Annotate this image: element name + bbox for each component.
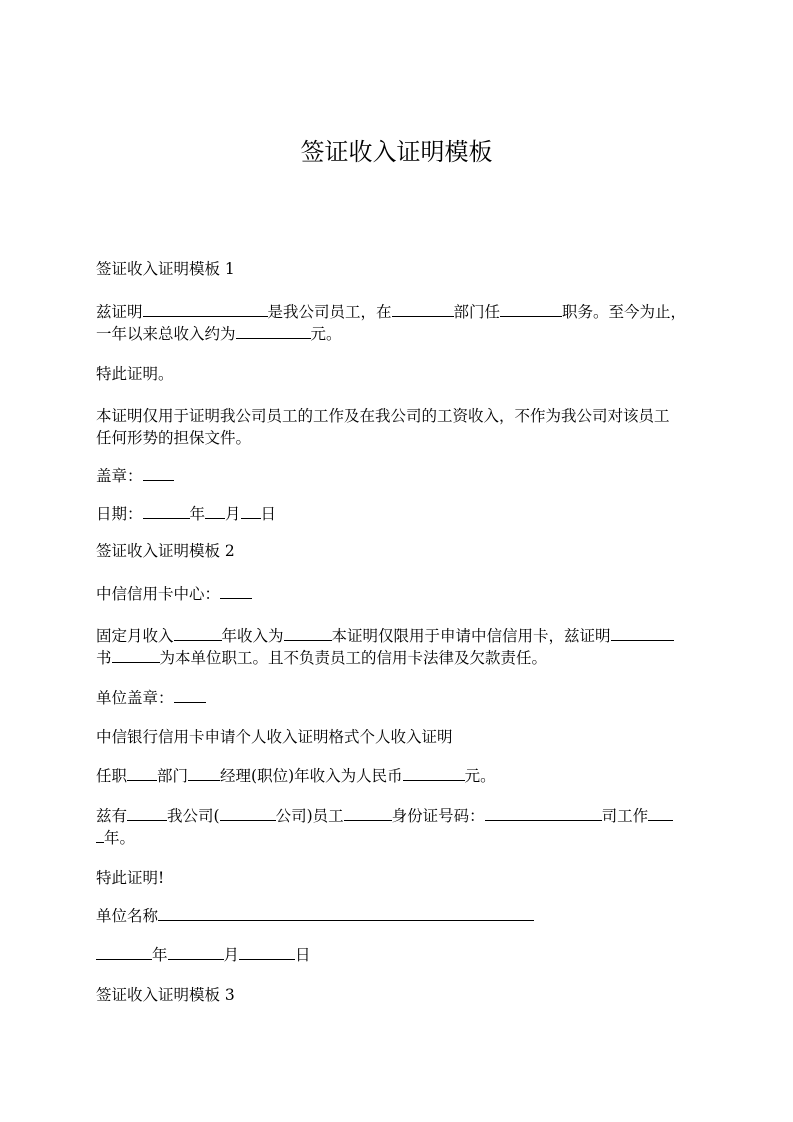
seal-line: 单位盖章： xyxy=(96,687,206,709)
paragraph-line: 年。 xyxy=(96,827,135,849)
section-heading-2: 签证收入证明模板 2 xyxy=(96,542,235,560)
blank-field xyxy=(220,583,252,599)
blank-field xyxy=(96,944,152,960)
blank-field xyxy=(485,805,602,821)
seal-line: 盖章： xyxy=(96,465,174,487)
paragraph-line: 任何形势的担保文件。 xyxy=(96,429,252,447)
blank-field xyxy=(174,625,222,641)
blank-field xyxy=(168,944,224,960)
paragraph: 固定月收入 年收入为 本证明仅限用于申请中信信用卡，兹证明 xyxy=(96,625,674,647)
date-line: 年 月 日 xyxy=(96,944,311,966)
blank-field xyxy=(403,765,465,781)
addressee-line: 中信信用卡中心： xyxy=(96,583,252,605)
blank-field xyxy=(96,827,104,843)
paragraph: 特此证明! xyxy=(96,869,165,887)
blank-field xyxy=(648,805,673,821)
paragraph: 兹证明 是我公司员工，在 部门任 职务。至今为止， xyxy=(96,303,687,321)
blank-field xyxy=(158,905,534,921)
blank-field xyxy=(143,465,174,481)
blank-field xyxy=(344,805,392,821)
blank-field xyxy=(236,323,311,339)
paragraph-line: 一年以来总收入约为 元。 xyxy=(96,325,342,343)
paragraph: 任职 部门 经理(职位)年收入为人民币 元。 xyxy=(96,767,496,785)
blank-field xyxy=(205,503,225,519)
blank-field xyxy=(174,687,206,703)
blank-field xyxy=(500,301,562,317)
blank-field xyxy=(284,625,332,641)
document-title: 签证收入证明模板 xyxy=(300,138,493,166)
blank-field xyxy=(143,301,268,317)
blank-field xyxy=(112,647,160,663)
section-heading-1: 签证收入证明模板 1 xyxy=(96,260,235,278)
blank-field xyxy=(127,765,157,781)
blank-field xyxy=(127,805,167,821)
blank-field xyxy=(188,765,220,781)
paragraph: 本证明仅用于证明我公司员工的工作及在我公司的工资收入，不作为我公司对该员工 xyxy=(96,407,670,425)
unit-name-line: 单位名称 xyxy=(96,905,534,927)
blank-field xyxy=(392,301,454,317)
paragraph: 兹有 我公司( 公司)员工 身份证号码： 司工作 xyxy=(96,805,673,827)
blank-field xyxy=(239,944,295,960)
subtitle: 中信银行信用卡申请个人收入证明格式个人收入证明 xyxy=(96,728,453,746)
blank-field xyxy=(611,625,674,641)
section-heading-3: 签证收入证明模板 3 xyxy=(96,986,235,1004)
paragraph: 特此证明。 xyxy=(96,365,174,383)
date-line: 日期： 年 月 日 xyxy=(96,505,277,523)
blank-field xyxy=(241,503,261,519)
blank-field xyxy=(143,503,190,519)
paragraph-line: 书 为本单位职工。且不负责员工的信用卡法律及欠款责任。 xyxy=(96,649,548,667)
blank-field xyxy=(220,805,276,821)
